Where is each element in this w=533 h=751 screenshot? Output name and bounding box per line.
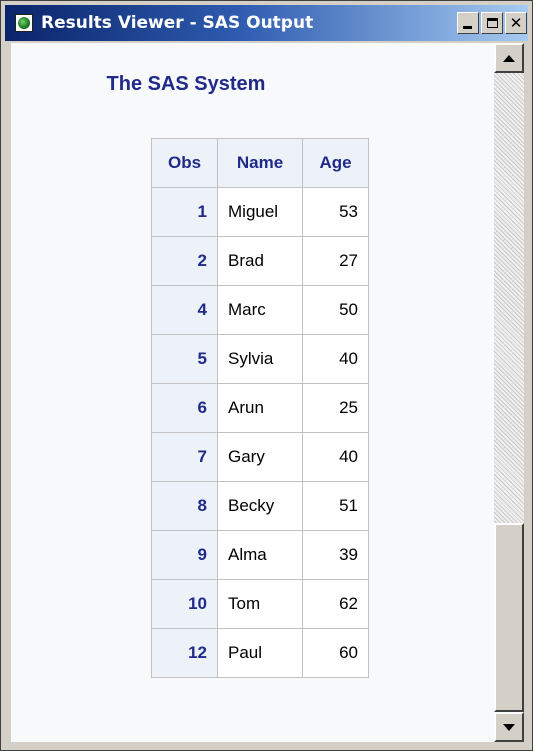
table-row [152,237,369,286]
cell-age: 60 [303,629,369,678]
cell-obs: 1 [152,188,218,237]
arrow-down-icon [503,724,515,731]
cell-obs: 10 [152,580,218,629]
cell-age: 27 [303,237,369,286]
scroll-thumb[interactable] [494,523,524,712]
cell-obs: 8 [152,482,218,531]
vertical-scrollbar[interactable] [494,43,524,742]
table-row [152,188,369,237]
title-bar[interactable] [5,5,528,41]
cell-name: Miguel [218,188,303,237]
table-row [152,531,369,580]
cell-name: Arun [218,384,303,433]
column-header-obs: Obs [152,139,218,188]
cell-name: Tom [218,580,303,629]
table-row [152,286,369,335]
cell-age: 62 [303,580,369,629]
maximize-icon [487,18,498,28]
cell-name: Paul [218,629,303,678]
cell-age: 51 [303,482,369,531]
arrow-up-icon [503,55,515,62]
cell-name: Becky [218,482,303,531]
cell-name: Brad [218,237,303,286]
cell-age: 50 [303,286,369,335]
cell-age: 39 [303,531,369,580]
column-header-age: Age [303,139,369,188]
table-row [152,433,369,482]
cell-age: 25 [303,384,369,433]
maximize-button[interactable] [481,12,503,34]
minimize-button[interactable] [457,12,479,34]
report-title: The SAS System [106,73,266,95]
cell-obs: 5 [152,335,218,384]
table-row [152,482,369,531]
column-header-name: Name [218,139,303,188]
cell-name: Gary [218,433,303,482]
close-button[interactable] [505,12,527,34]
table-row [152,629,369,678]
sas-app-icon[interactable] [15,14,33,32]
cell-age: 53 [303,188,369,237]
cell-age: 40 [303,335,369,384]
cell-obs: 12 [152,629,218,678]
table-row [152,335,369,384]
cell-obs: 4 [152,286,218,335]
cell-name: Alma [218,531,303,580]
cell-age: 40 [303,433,369,482]
cell-obs: 7 [152,433,218,482]
close-icon: ✕ [509,13,523,32]
table-header-row [152,139,369,188]
output-pane[interactable] [11,43,494,742]
cell-obs: 6 [152,384,218,433]
cell-name: Marc [218,286,303,335]
results-table [151,138,369,678]
scroll-down-button[interactable] [494,712,524,742]
cell-obs: 9 [152,531,218,580]
minimize-icon [463,26,472,29]
table-row [152,384,369,433]
cell-obs: 2 [152,237,218,286]
cell-name: Sylvia [218,335,303,384]
table-row [152,580,369,629]
window-title: Results Viewer - SAS Output [41,13,314,33]
scroll-up-button[interactable] [494,43,524,73]
